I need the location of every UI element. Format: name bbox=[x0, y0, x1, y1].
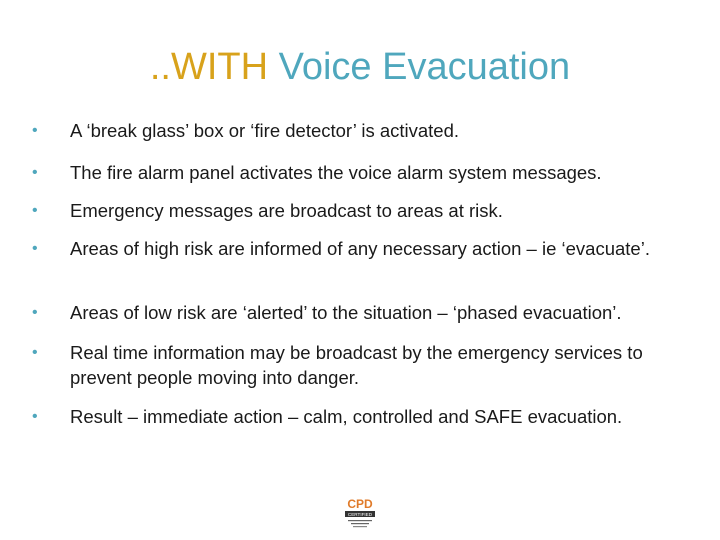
logo-text: CPD bbox=[347, 497, 373, 511]
bullet-icon: • bbox=[32, 164, 38, 181]
title-main: Voice Evacuation bbox=[278, 46, 571, 88]
bullet-icon: • bbox=[32, 240, 38, 257]
bullet-item bbox=[32, 404, 692, 429]
bullet-icon: • bbox=[32, 408, 38, 425]
bullet-item bbox=[32, 300, 692, 325]
title-prefix: ..WITH bbox=[149, 46, 269, 88]
slide-title bbox=[0, 42, 720, 92]
bullet-item bbox=[32, 340, 692, 390]
bullet-text: Result – immediate action – calm, controlled and SAFE evacuation. bbox=[70, 406, 623, 427]
bullet-item bbox=[32, 118, 692, 143]
bullet-icon: • bbox=[32, 304, 38, 321]
bullet-item bbox=[32, 236, 692, 261]
logo-line bbox=[353, 526, 367, 527]
bullet-text: Emergency messages are broadcast to areas at risk. bbox=[70, 200, 503, 221]
bullet-text: Areas of high risk are informed of any necessary action – ie ‘evacuate’. bbox=[70, 238, 650, 259]
bullet-text: Areas of low risk are ‘alerted’ to the situation – ‘phased evacuation’. bbox=[70, 302, 622, 323]
logo-subtext: CERTIFIED bbox=[347, 512, 373, 517]
bullet-text: A ‘break glass’ box or ‘fire detector’ is activated. bbox=[70, 120, 460, 141]
logo-line bbox=[351, 523, 369, 524]
bullet-item bbox=[32, 160, 692, 185]
bullet-text: Real time information may be broadcast by the emergency services to prevent people moving into danger. bbox=[70, 342, 643, 388]
bullet-item bbox=[32, 198, 692, 223]
bullet-text: The fire alarm panel activates the voice alarm system messages. bbox=[70, 162, 602, 183]
logo-line bbox=[348, 520, 372, 521]
bullet-icon: • bbox=[32, 122, 38, 139]
cpd-certified-logo-icon bbox=[342, 496, 378, 530]
bullet-icon: • bbox=[32, 202, 38, 219]
bullet-icon: • bbox=[32, 344, 38, 361]
